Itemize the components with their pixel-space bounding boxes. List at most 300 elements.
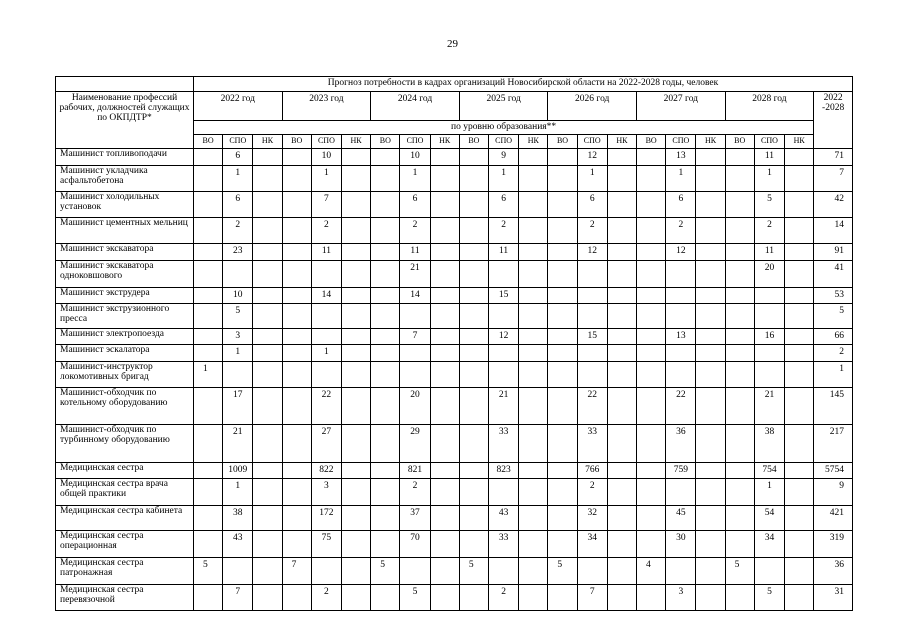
vo-value	[193, 585, 222, 611]
nk-value	[519, 304, 548, 329]
nk-value	[342, 288, 371, 304]
nk-value	[785, 304, 814, 329]
vo-value	[371, 192, 400, 218]
nk-value	[342, 261, 371, 288]
vo-value	[548, 463, 577, 479]
spo-value: 759	[666, 463, 696, 479]
spo-value	[666, 261, 696, 288]
spo-value: 43	[223, 531, 253, 558]
spo-value: 1	[577, 166, 607, 192]
table-row	[56, 585, 853, 611]
spo-value: 6	[666, 192, 696, 218]
profession-name: Машинист экструдера	[56, 288, 194, 304]
spo-value: 11	[754, 244, 784, 261]
spo-value	[489, 362, 519, 388]
nk-value	[785, 288, 814, 304]
vo-value: 5	[725, 558, 754, 585]
row-total: 71	[814, 149, 853, 166]
spo-value: 27	[311, 425, 341, 463]
spo-value: 33	[577, 425, 607, 463]
table-row	[56, 531, 853, 558]
vo-value	[637, 304, 666, 329]
nk-value	[696, 425, 725, 463]
vo-value	[459, 345, 488, 362]
nk-value	[519, 149, 548, 166]
vo-value	[637, 218, 666, 244]
vo-value	[725, 218, 754, 244]
spo-value: 1	[311, 166, 341, 192]
vo-value	[371, 261, 400, 288]
nk-value	[696, 244, 725, 261]
profession-name: Медицинская сестра кабинета	[56, 506, 194, 531]
nk-value	[696, 149, 725, 166]
table-row	[56, 558, 853, 585]
vo-value	[193, 261, 222, 288]
vo-value	[459, 463, 488, 479]
nk-value	[253, 304, 282, 329]
nk-value	[607, 345, 636, 362]
vo-value	[282, 479, 311, 506]
spo-value: 33	[489, 531, 519, 558]
nk-value	[785, 479, 814, 506]
spo-value: 2	[400, 218, 430, 244]
nk-value	[430, 192, 459, 218]
nk-value	[607, 425, 636, 463]
spo-value: 37	[400, 506, 430, 531]
spo-value: 1	[311, 345, 341, 362]
spo-value: 6	[223, 192, 253, 218]
spo-value: 21	[754, 388, 784, 425]
profession-name: Машинист цементных мельниц	[56, 218, 194, 244]
spo-value: 36	[666, 425, 696, 463]
nk-value	[253, 506, 282, 531]
nk-value	[785, 192, 814, 218]
vo-value	[371, 479, 400, 506]
nk-value	[342, 425, 371, 463]
vo-value	[459, 506, 488, 531]
nk-value	[342, 362, 371, 388]
nk-value	[253, 329, 282, 345]
nk-value	[785, 425, 814, 463]
vo-value	[193, 304, 222, 329]
education-subheader: СПО	[400, 135, 430, 149]
spo-value: 14	[400, 288, 430, 304]
vo-value	[459, 531, 488, 558]
vo-value	[371, 388, 400, 425]
vo-value	[193, 149, 222, 166]
profession-name: Медицинская сестра перевязочной	[56, 585, 194, 611]
profession-name: Машинист укладчика асфальтобетона	[56, 166, 194, 192]
vo-value	[282, 531, 311, 558]
nk-value	[253, 218, 282, 244]
row-total: 14	[814, 218, 853, 244]
nk-value	[519, 463, 548, 479]
profession-name: Машинист экскаватора одноковшового	[56, 261, 194, 288]
spo-value	[666, 288, 696, 304]
vo-value	[725, 388, 754, 425]
vo-value	[637, 329, 666, 345]
nk-value	[785, 388, 814, 425]
nk-value	[342, 166, 371, 192]
nk-value	[342, 585, 371, 611]
spo-value: 10	[311, 149, 341, 166]
vo-value	[371, 463, 400, 479]
nk-value	[519, 218, 548, 244]
spo-value: 17	[223, 388, 253, 425]
spo-value: 2	[577, 218, 607, 244]
nk-value	[696, 388, 725, 425]
spo-value: 2	[223, 218, 253, 244]
spo-value: 38	[223, 506, 253, 531]
nk-value	[607, 531, 636, 558]
nk-value	[430, 479, 459, 506]
vo-value	[282, 261, 311, 288]
spo-value: 2	[666, 218, 696, 244]
education-level-header: по уровню образования**	[193, 121, 813, 135]
profession-name: Машинист холодильных установок	[56, 192, 194, 218]
table-row	[56, 425, 853, 463]
table-row	[56, 345, 853, 362]
spo-value: 21	[489, 388, 519, 425]
vo-value	[725, 244, 754, 261]
education-subheader: ВО	[637, 135, 666, 149]
year-header: 2025 год	[459, 92, 548, 121]
nk-value	[696, 463, 725, 479]
nk-value	[696, 288, 725, 304]
vo-value	[725, 585, 754, 611]
spo-value	[223, 558, 253, 585]
education-subheader: НК	[696, 135, 725, 149]
nk-value	[430, 304, 459, 329]
table-row	[56, 388, 853, 425]
education-subheader: СПО	[577, 135, 607, 149]
vo-value	[637, 463, 666, 479]
education-subheader: ВО	[725, 135, 754, 149]
nk-value	[253, 558, 282, 585]
nk-value	[253, 531, 282, 558]
nk-value	[519, 345, 548, 362]
table-row	[56, 463, 853, 479]
education-subheader: НК	[785, 135, 814, 149]
spo-value: 1	[223, 345, 253, 362]
spo-value	[400, 345, 430, 362]
profession-name: Медицинская сестра операционная	[56, 531, 194, 558]
vo-value	[282, 345, 311, 362]
spo-value	[754, 345, 784, 362]
nk-value	[519, 288, 548, 304]
spo-value: 33	[489, 425, 519, 463]
spo-value	[311, 329, 341, 345]
spo-value: 75	[311, 531, 341, 558]
nk-value	[519, 166, 548, 192]
table-title: Прогноз потребности в кадрах организаций Новосибирской области на 2022-2028 годы, человек	[193, 77, 852, 92]
spo-value: 6	[489, 192, 519, 218]
vo-value	[282, 192, 311, 218]
nk-value	[607, 304, 636, 329]
spo-value: 10	[400, 149, 430, 166]
year-header: 2022 год	[193, 92, 282, 121]
spo-value	[577, 362, 607, 388]
vo-value	[459, 218, 488, 244]
nk-value	[607, 261, 636, 288]
nk-value	[607, 329, 636, 345]
spo-value	[311, 304, 341, 329]
vo-value	[725, 425, 754, 463]
education-subheader: ВО	[371, 135, 400, 149]
vo-value	[371, 244, 400, 261]
profession-name: Машинист экскаватора	[56, 244, 194, 261]
table-row	[56, 149, 853, 166]
spo-value: 2	[311, 218, 341, 244]
vo-value	[459, 362, 488, 388]
spo-value: 45	[666, 506, 696, 531]
nk-value	[696, 345, 725, 362]
nk-value	[519, 261, 548, 288]
table-row	[56, 329, 853, 345]
vo-value	[548, 192, 577, 218]
vo-value: 5	[548, 558, 577, 585]
education-subheader: ВО	[459, 135, 488, 149]
education-subheader: ВО	[282, 135, 311, 149]
nk-value	[342, 345, 371, 362]
vo-value	[637, 479, 666, 506]
vo-value	[371, 425, 400, 463]
nk-value	[253, 479, 282, 506]
spo-value: 1	[754, 166, 784, 192]
spo-value: 34	[577, 531, 607, 558]
spo-value: 2	[400, 479, 430, 506]
spo-value	[577, 345, 607, 362]
vo-value	[193, 531, 222, 558]
row-total: 145	[814, 388, 853, 425]
nk-value	[785, 506, 814, 531]
nk-value	[430, 261, 459, 288]
spo-value: 34	[754, 531, 784, 558]
nk-value	[253, 288, 282, 304]
vo-value	[193, 463, 222, 479]
nk-value	[430, 244, 459, 261]
year-header: 2027 год	[637, 92, 726, 121]
vo-value	[637, 244, 666, 261]
profession-name: Машинист-обходчик по турбинному оборудованию	[56, 425, 194, 463]
vo-value	[637, 506, 666, 531]
vo-value	[371, 585, 400, 611]
vo-value	[459, 304, 488, 329]
spo-value: 1	[223, 166, 253, 192]
nk-value	[253, 425, 282, 463]
row-total: 7	[814, 166, 853, 192]
nk-value	[785, 329, 814, 345]
vo-value	[637, 425, 666, 463]
vo-value	[193, 218, 222, 244]
vo-value	[548, 288, 577, 304]
spo-value	[577, 288, 607, 304]
spo-value: 172	[311, 506, 341, 531]
vo-value	[548, 388, 577, 425]
spo-value: 5	[400, 585, 430, 611]
table-title-row	[56, 77, 853, 92]
spo-value	[223, 362, 253, 388]
nk-value	[253, 149, 282, 166]
nk-value	[253, 345, 282, 362]
education-subheader: ВО	[193, 135, 222, 149]
vo-value	[371, 166, 400, 192]
nk-value	[342, 531, 371, 558]
vo-value	[282, 585, 311, 611]
vo-value	[725, 479, 754, 506]
spo-value: 13	[666, 329, 696, 345]
vo-value	[282, 506, 311, 531]
spo-value: 32	[577, 506, 607, 531]
year-header: 2026 год	[548, 92, 637, 121]
vo-value	[725, 288, 754, 304]
vo-value: 5	[193, 558, 222, 585]
nk-value	[253, 244, 282, 261]
nk-value	[430, 463, 459, 479]
vo-value	[637, 362, 666, 388]
vo-value	[371, 329, 400, 345]
row-total: 421	[814, 506, 853, 531]
nk-value	[607, 479, 636, 506]
vo-value	[459, 166, 488, 192]
spo-value: 13	[666, 149, 696, 166]
spo-value	[754, 362, 784, 388]
vo-value	[282, 388, 311, 425]
nk-value	[430, 288, 459, 304]
row-total: 36	[814, 558, 853, 585]
spo-value: 11	[311, 244, 341, 261]
table-row	[56, 261, 853, 288]
spo-value: 2	[577, 479, 607, 506]
nk-value	[430, 329, 459, 345]
spo-value: 12	[577, 149, 607, 166]
spo-value	[577, 261, 607, 288]
spo-value: 1	[666, 166, 696, 192]
spo-value: 1	[223, 479, 253, 506]
education-subheader: СПО	[754, 135, 784, 149]
vo-value	[282, 329, 311, 345]
page-number: 29	[447, 38, 458, 50]
spo-value: 2	[754, 218, 784, 244]
spo-value	[489, 479, 519, 506]
spo-value	[311, 261, 341, 288]
row-total: 53	[814, 288, 853, 304]
row-total: 319	[814, 531, 853, 558]
nk-value	[607, 218, 636, 244]
spo-value: 1009	[223, 463, 253, 479]
profession-name: Медицинская сестра врача общей практики	[56, 479, 194, 506]
vo-value	[548, 244, 577, 261]
vo-value	[637, 149, 666, 166]
spo-value: 29	[400, 425, 430, 463]
spo-value: 43	[489, 506, 519, 531]
vo-value	[193, 345, 222, 362]
nk-value	[342, 479, 371, 506]
spo-value: 16	[754, 329, 784, 345]
vo-value	[637, 531, 666, 558]
row-total: 66	[814, 329, 853, 345]
nk-value	[430, 506, 459, 531]
nk-value	[696, 362, 725, 388]
vo-value	[459, 585, 488, 611]
nk-value	[607, 463, 636, 479]
nk-value	[696, 531, 725, 558]
vo-value	[725, 463, 754, 479]
nk-value	[696, 261, 725, 288]
vo-value	[282, 463, 311, 479]
table-row	[56, 244, 853, 261]
nk-value	[253, 388, 282, 425]
spo-value: 22	[666, 388, 696, 425]
spo-value: 12	[577, 244, 607, 261]
nk-value	[785, 362, 814, 388]
nk-value	[519, 425, 548, 463]
nk-value	[430, 585, 459, 611]
nk-value	[430, 218, 459, 244]
vo-value	[282, 425, 311, 463]
spo-value: 1	[754, 479, 784, 506]
year-header: 2024 год	[371, 92, 460, 121]
table-row	[56, 218, 853, 244]
nk-value	[696, 329, 725, 345]
total-period-header: 2022 -2028	[814, 92, 853, 149]
vo-value	[725, 506, 754, 531]
nk-value	[430, 531, 459, 558]
vo-value	[637, 192, 666, 218]
spo-value: 22	[311, 388, 341, 425]
nk-value	[519, 388, 548, 425]
spo-value	[489, 558, 519, 585]
row-total: 5754	[814, 463, 853, 479]
vo-value	[637, 288, 666, 304]
vo-value: 7	[282, 558, 311, 585]
vo-value	[637, 388, 666, 425]
vo-value	[459, 261, 488, 288]
nk-value	[696, 506, 725, 531]
spo-value: 12	[489, 329, 519, 345]
vo-value	[725, 304, 754, 329]
spo-value: 11	[489, 244, 519, 261]
vo-value	[725, 531, 754, 558]
vo-value	[548, 362, 577, 388]
nk-value	[519, 362, 548, 388]
spo-value: 7	[577, 585, 607, 611]
spo-value: 754	[754, 463, 784, 479]
spo-value	[400, 362, 430, 388]
vo-value	[548, 531, 577, 558]
nk-value	[696, 192, 725, 218]
vo-value	[282, 149, 311, 166]
nk-value	[342, 244, 371, 261]
vo-value	[193, 425, 222, 463]
education-subheader: СПО	[489, 135, 519, 149]
vo-value: 1	[193, 362, 222, 388]
nk-value	[519, 244, 548, 261]
spo-value: 11	[400, 244, 430, 261]
vo-value	[193, 329, 222, 345]
spo-value: 23	[223, 244, 253, 261]
spo-value: 2	[489, 218, 519, 244]
spo-value	[489, 304, 519, 329]
spo-value: 7	[400, 329, 430, 345]
spo-value	[223, 261, 253, 288]
education-subheader: СПО	[223, 135, 253, 149]
nk-value	[607, 149, 636, 166]
nk-value	[607, 192, 636, 218]
nk-value	[430, 149, 459, 166]
row-total: 2	[814, 345, 853, 362]
nk-value	[785, 218, 814, 244]
